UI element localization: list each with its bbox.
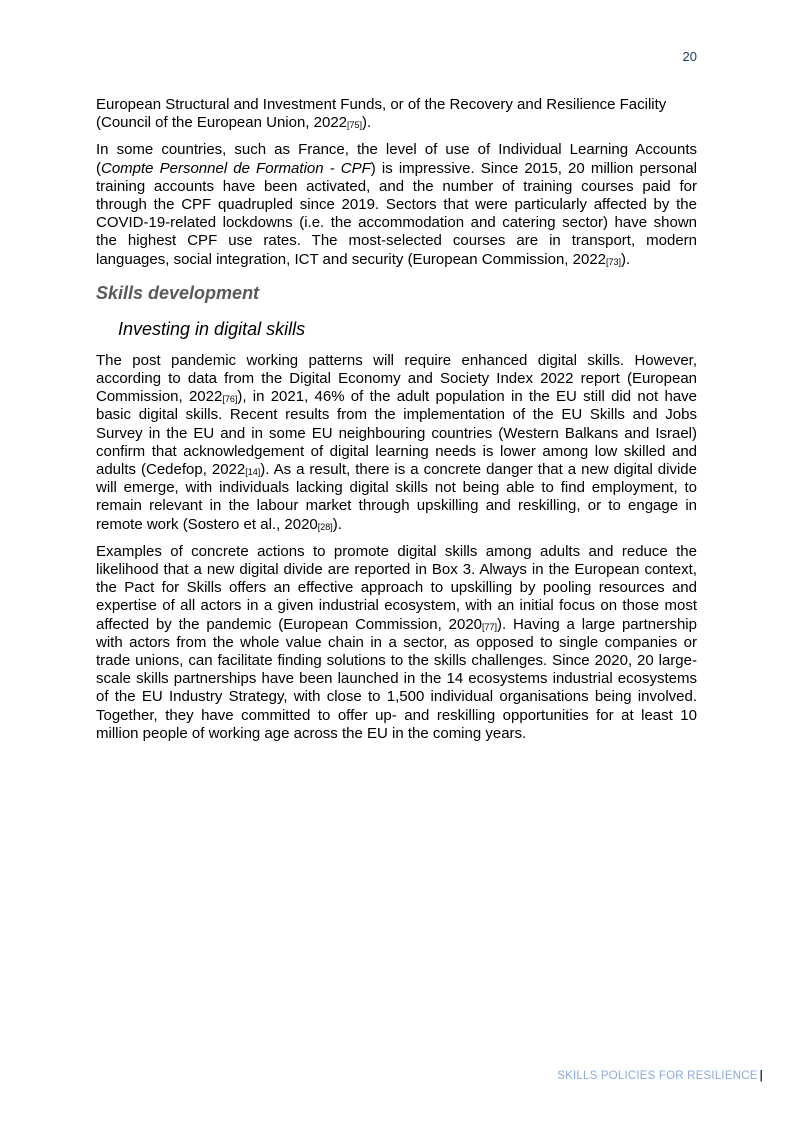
- paragraph-text: ).: [362, 114, 372, 132]
- paragraph-france-cpf: [96, 141, 697, 268]
- citation-ref: [77]: [482, 621, 498, 632]
- section-heading: Skills development: [96, 282, 260, 303]
- paragraph-text: ).: [621, 250, 631, 268]
- page-number: 20: [682, 49, 697, 64]
- paragraph-digital-skills: [96, 352, 697, 534]
- subsection-heading: Investing in digital skills: [118, 318, 306, 339]
- running-footer: [557, 1070, 763, 1082]
- citation-ref: [28]: [317, 521, 333, 532]
- paragraph-funds: [96, 96, 697, 132]
- paragraph-text: ).: [332, 515, 342, 533]
- paragraph-text: ), in 2021, 46% of the adult population in the EU still did not have basic digital skills. Recent results from the implementation of the EU Skills and Jobs Survey in the EU and in some EU neighbouring countries (Western Balkans and Israel) confirm that acknowledgement of digital learning needs is lower among low skilled and adults (Cedefop, 2022: [96, 388, 697, 479]
- citation-ref: [76]: [222, 394, 238, 405]
- footer-title: SKILLS POLICIES FOR RESILIENCE: [557, 1070, 758, 1082]
- citation-ref: [73]: [606, 256, 622, 267]
- italic-term: Compte Personnel de Formation - CPF: [101, 159, 371, 177]
- paragraph-text: ). Having a large partnership with actors from the whole value chain in a sector, as opposed to single companies or trade unions, can facilitate finding solutions to the skills challenges. Since 2020, 20 large-scale skills partnerships have been launched in the 14 ecosystems industrial ecosystems of the EU Industry Strategy, with close to 1,500 individual organisations being involved. Together, they have committed to offer up- and reskilling opportunities for at least 10 million people of working age across the EU in the coming years.: [96, 615, 697, 742]
- paragraph-text: Examples of concrete actions to promote digital skills among adults and reduce the likelihood that a new digital divide are reported in Box 3. Always in the European context, the Pact for Skills offers an effective approach to upskilling by pooling resources and expertise of all actors in a given industrial ecosystem, with an initial focus on those most affected by the pandemic (European Commission, 2020: [96, 542, 697, 633]
- paragraph-text: ) is impressive. Since 2015, 20 million personal training accounts have been activated, and the number of training courses paid for through the CPF quadrupled since 2019. Sectors that were particularly affected by the COVID-19-related lockdowns (i.e. the accommodation and catering sector) have shown the highest CPF use rates. The most-selected courses are in transport, modern languages, social integration, ICT and security (European Commission, 2022: [96, 159, 697, 268]
- paragraph-text: ). As a result, there is a concrete danger that a new digital divide will emerge, with individuals lacking digital skills not being able to find employment, to remain relevant in the labour market through upskilling and reskilling, or to engage in remote work (Sostero et al., 2020: [96, 461, 697, 533]
- paragraph-text: European Structural and Investment Funds, or of the Recovery and Resilience Facility (Council of the European Union, 2022: [96, 96, 667, 132]
- footer-separator: |: [759, 1070, 763, 1082]
- document-body: [96, 96, 697, 752]
- paragraph-pact-for-skills: [96, 543, 697, 743]
- paragraph-text: In some countries, such as France, the level of use of Individual Learning Accounts (: [96, 141, 697, 177]
- citation-ref: [14]: [245, 467, 261, 478]
- citation-ref: [75]: [347, 120, 363, 131]
- paragraph-text: The post pandemic working patterns will require enhanced digital skills. However, according to data from the Digital Economy and Society Index 2022 report (European Commission, 2022: [96, 351, 697, 406]
